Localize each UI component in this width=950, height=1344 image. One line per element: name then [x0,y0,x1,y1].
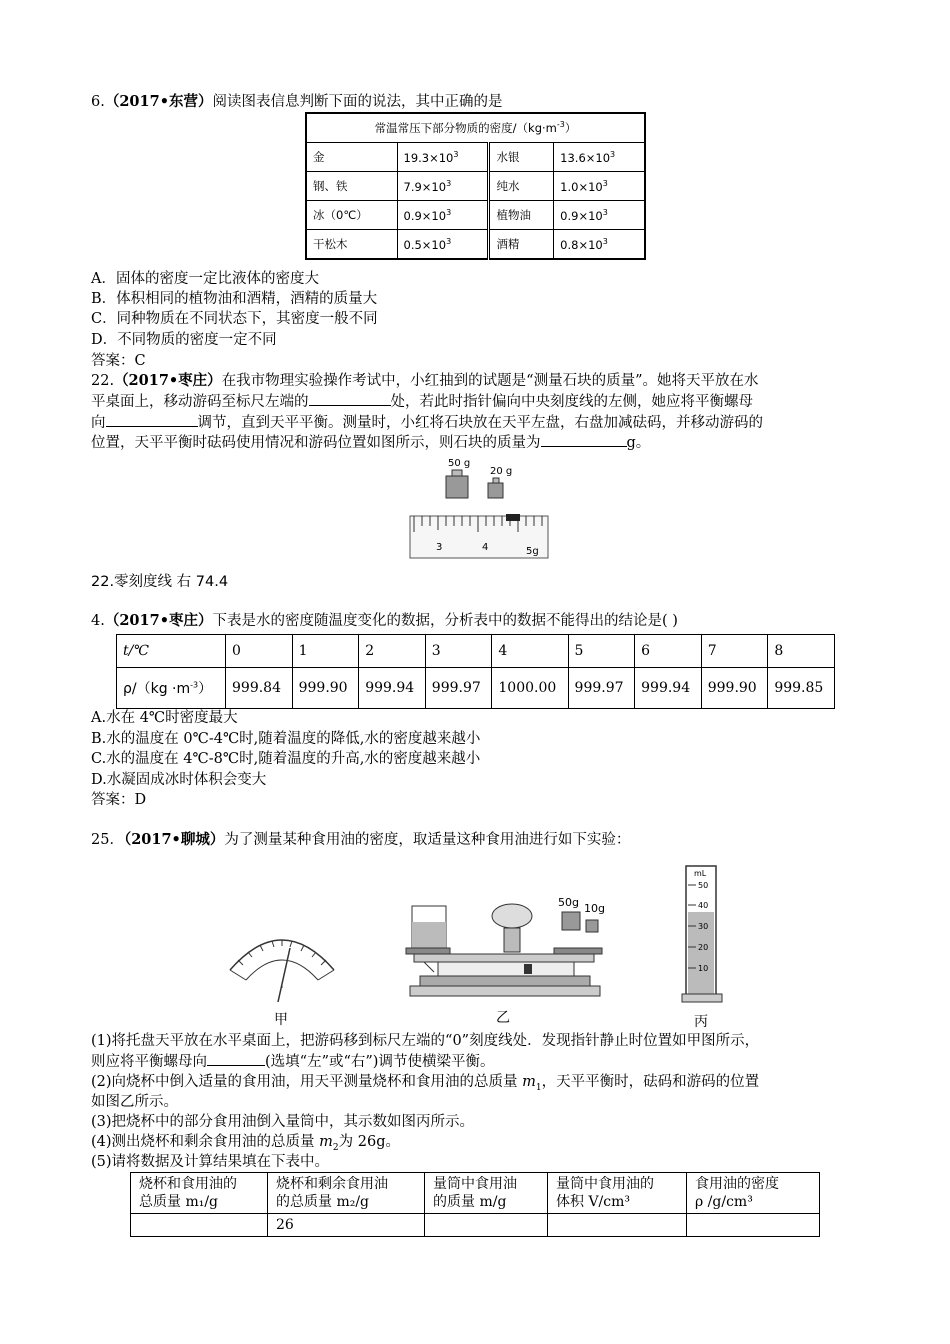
q22-line4: 位置，天平平衡时砝码使用情况和游码位置如图所示，则石块的质量为 g。 [91,432,650,453]
svg-text:mL: mL [694,869,707,878]
result-cell[interactable]: 26 [268,1214,425,1237]
q6-option-a: A．固体的密度一定比液体的密度大 [91,271,319,287]
answer-blank[interactable] [207,1051,265,1066]
q22-line1: 22.（2017•枣庄）在我市物理实验操作考试中，小红抽到的试题是“测量石块的质量”。她将天平放在水 [91,372,759,389]
table-row: t/℃ 0 1 2 3 4 5 6 7 8 [117,635,835,668]
result-header: 量筒中食用油 的质量 m/g [425,1173,548,1214]
q25-step1b: 则应将平衡螺母向 (选填“左”或“右”)调节使横梁平衡。 [91,1051,494,1072]
result-header: 量筒中食用油的 体积 V/cm³ [548,1173,687,1214]
weight-20g-icon [488,478,503,498]
svg-text:40: 40 [698,901,709,910]
result-cell[interactable] [425,1214,548,1237]
svg-text:20: 20 [698,943,709,952]
weights-and-scale-figure [404,450,554,565]
beaker-icon [406,906,450,954]
q22-source: （2017•枣庄） [114,372,222,389]
q6-option-b: B．体积相同的植物油和酒精，酒精的质量大 [91,291,378,307]
weight-50g-icon [446,470,468,498]
q25-step5: (5)请将数据及计算结果填在下表中。 [91,1154,330,1170]
q22-answer: 22.零刻度线 右 74.4 [91,574,229,590]
result-header: 食用油的密度 ρ /g/cm³ [687,1173,820,1214]
label-jia: 甲 [274,1012,288,1028]
q25-step2c: 如图乙所示。 [91,1094,178,1110]
svg-text:5g: 5g [526,546,539,557]
dial-figure-jia [218,918,346,1030]
answer-blank[interactable] [309,391,391,406]
q6-answer: 答案：C [91,353,146,369]
q4-option-b: B.水的温度在 0℃-4℃时,随着温度的降低,水的密度越来越小 [91,731,481,747]
q6-option-c: C．同种物质在不同状态下，其密度一般不同 [91,311,378,327]
result-cell[interactable] [131,1214,268,1237]
table-row: 钢、铁 $7.9\times 10^3$ 纯水 $1.0\times 10^3$ [306,172,645,201]
balance-figure-yi [400,878,610,1028]
water-density-table [116,634,835,709]
density-table [305,112,646,260]
svg-text:10g: 10g [584,902,605,915]
result-cell[interactable] [548,1214,687,1237]
table-row: $\rho/(kg \cdot m^{-3})$ 999.84 999.90 999.94 999.97 1000.00 999.97 999.94 999.90 999.85 [117,668,835,709]
rider-icon [506,514,520,521]
answer-blank[interactable] [541,432,627,447]
q4-option-c: C.水的温度在 4℃-8℃时,随着温度的升高,水的密度越来越小 [91,751,481,767]
scale-ruler [410,514,548,558]
weights-icon [554,896,605,954]
q25-stem: 25．（2017•聊城）为了测量某种食用油的密度，取适量这种食用油进行如下实验： [91,831,631,848]
svg-text:30: 30 [698,922,709,931]
table-row: 金 $19.3\times 10^3$ 水银 $13.6\times 10^3$ [306,143,645,172]
q25-step1a: (1)将托盘天平放在水平桌面上，把游码移到标尺左端的“0”刻度线处．发现指针静止时位置如甲图所示， [91,1033,760,1049]
table-row [131,1173,820,1214]
density-header: $\rho/(kg \cdot m^{-3})$ [117,668,226,709]
q4-stem: 4.（2017•枣庄）下表是水的密度随温度变化的数据，分析表中的数据不能得出的结论是( ) [91,612,678,629]
q4-option-d: D.水凝固成冰时体积会变大 [91,772,267,788]
result-header: 烧杯和食用油的 总质量 m₁/g [131,1173,268,1214]
q6-stem: 6.（2017•东营）阅读图表信息判断下面的说法，其中正确的是 [91,93,503,110]
q25-source: （2017•聊城） [123,831,225,848]
result-header: 烧杯和剩余食用油 的总质量 m₂/g [268,1173,425,1214]
svg-text:50: 50 [698,881,709,890]
cylinder-figure-bing [678,858,728,1030]
q25-step2a: (2)向烧杯中倒入适量的食用油，用天平测量烧杯和食用油的总质量 $m_1$，天平平衡时，砝码和游码的位置 [91,1074,760,1093]
result-cell[interactable] [687,1214,820,1237]
q4-source: （2017•枣庄） [104,612,213,629]
table-row: 干松木 $0.5\times 10^3$ 酒精 $0.8\times 10^3$ [306,230,645,260]
q22-line3: 向 调节，直到天平平衡。测量时，小红将石块放在天平左盘，右盘加减砝码，并移动游码的 [91,412,763,433]
table-row: 冰（0℃） $0.9\times 10^3$ 植物油 $0.9\times 10^3$ [306,201,645,230]
pointer-icon [278,948,290,1002]
temp-header: t/℃ [117,635,226,668]
answer-blank[interactable] [106,412,198,427]
svg-text:10: 10 [698,964,709,973]
result-table [130,1172,820,1237]
svg-text:3: 3 [436,542,443,553]
density-table-title: 常温常压下部分物质的密度$/(kg\cdot m^{-3})$ [306,113,645,143]
q25-step4: (4)测出烧杯和剩余食用油的总质量 $m_2$为 26g。 [91,1134,400,1153]
q6-source: （2017•东营） [104,93,213,110]
q4-option-a: A.水在 4℃时密度最大 [91,710,238,726]
weight-50g-label: 50 g [448,458,471,469]
q4-answer: 答案：D [91,792,147,808]
label-yi: 乙 [496,1010,510,1026]
svg-text:50g: 50g [558,896,579,909]
weight-20g-label: 20 g [490,466,513,477]
label-bing: 丙 [694,1014,708,1030]
q6-option-d: D．不同物质的密度一定不同 [91,332,277,348]
svg-text:4: 4 [482,542,489,553]
q22-line2: 平桌面上，移动游码至标尺左端的 处，若此时指针偏向中央刻度线的左侧，她应将平衡螺母 [91,391,753,412]
table-row [131,1214,820,1237]
q25-step3: (3)把烧杯中的部分食用油倒入量筒中，其示数如图丙所示。 [91,1114,475,1130]
